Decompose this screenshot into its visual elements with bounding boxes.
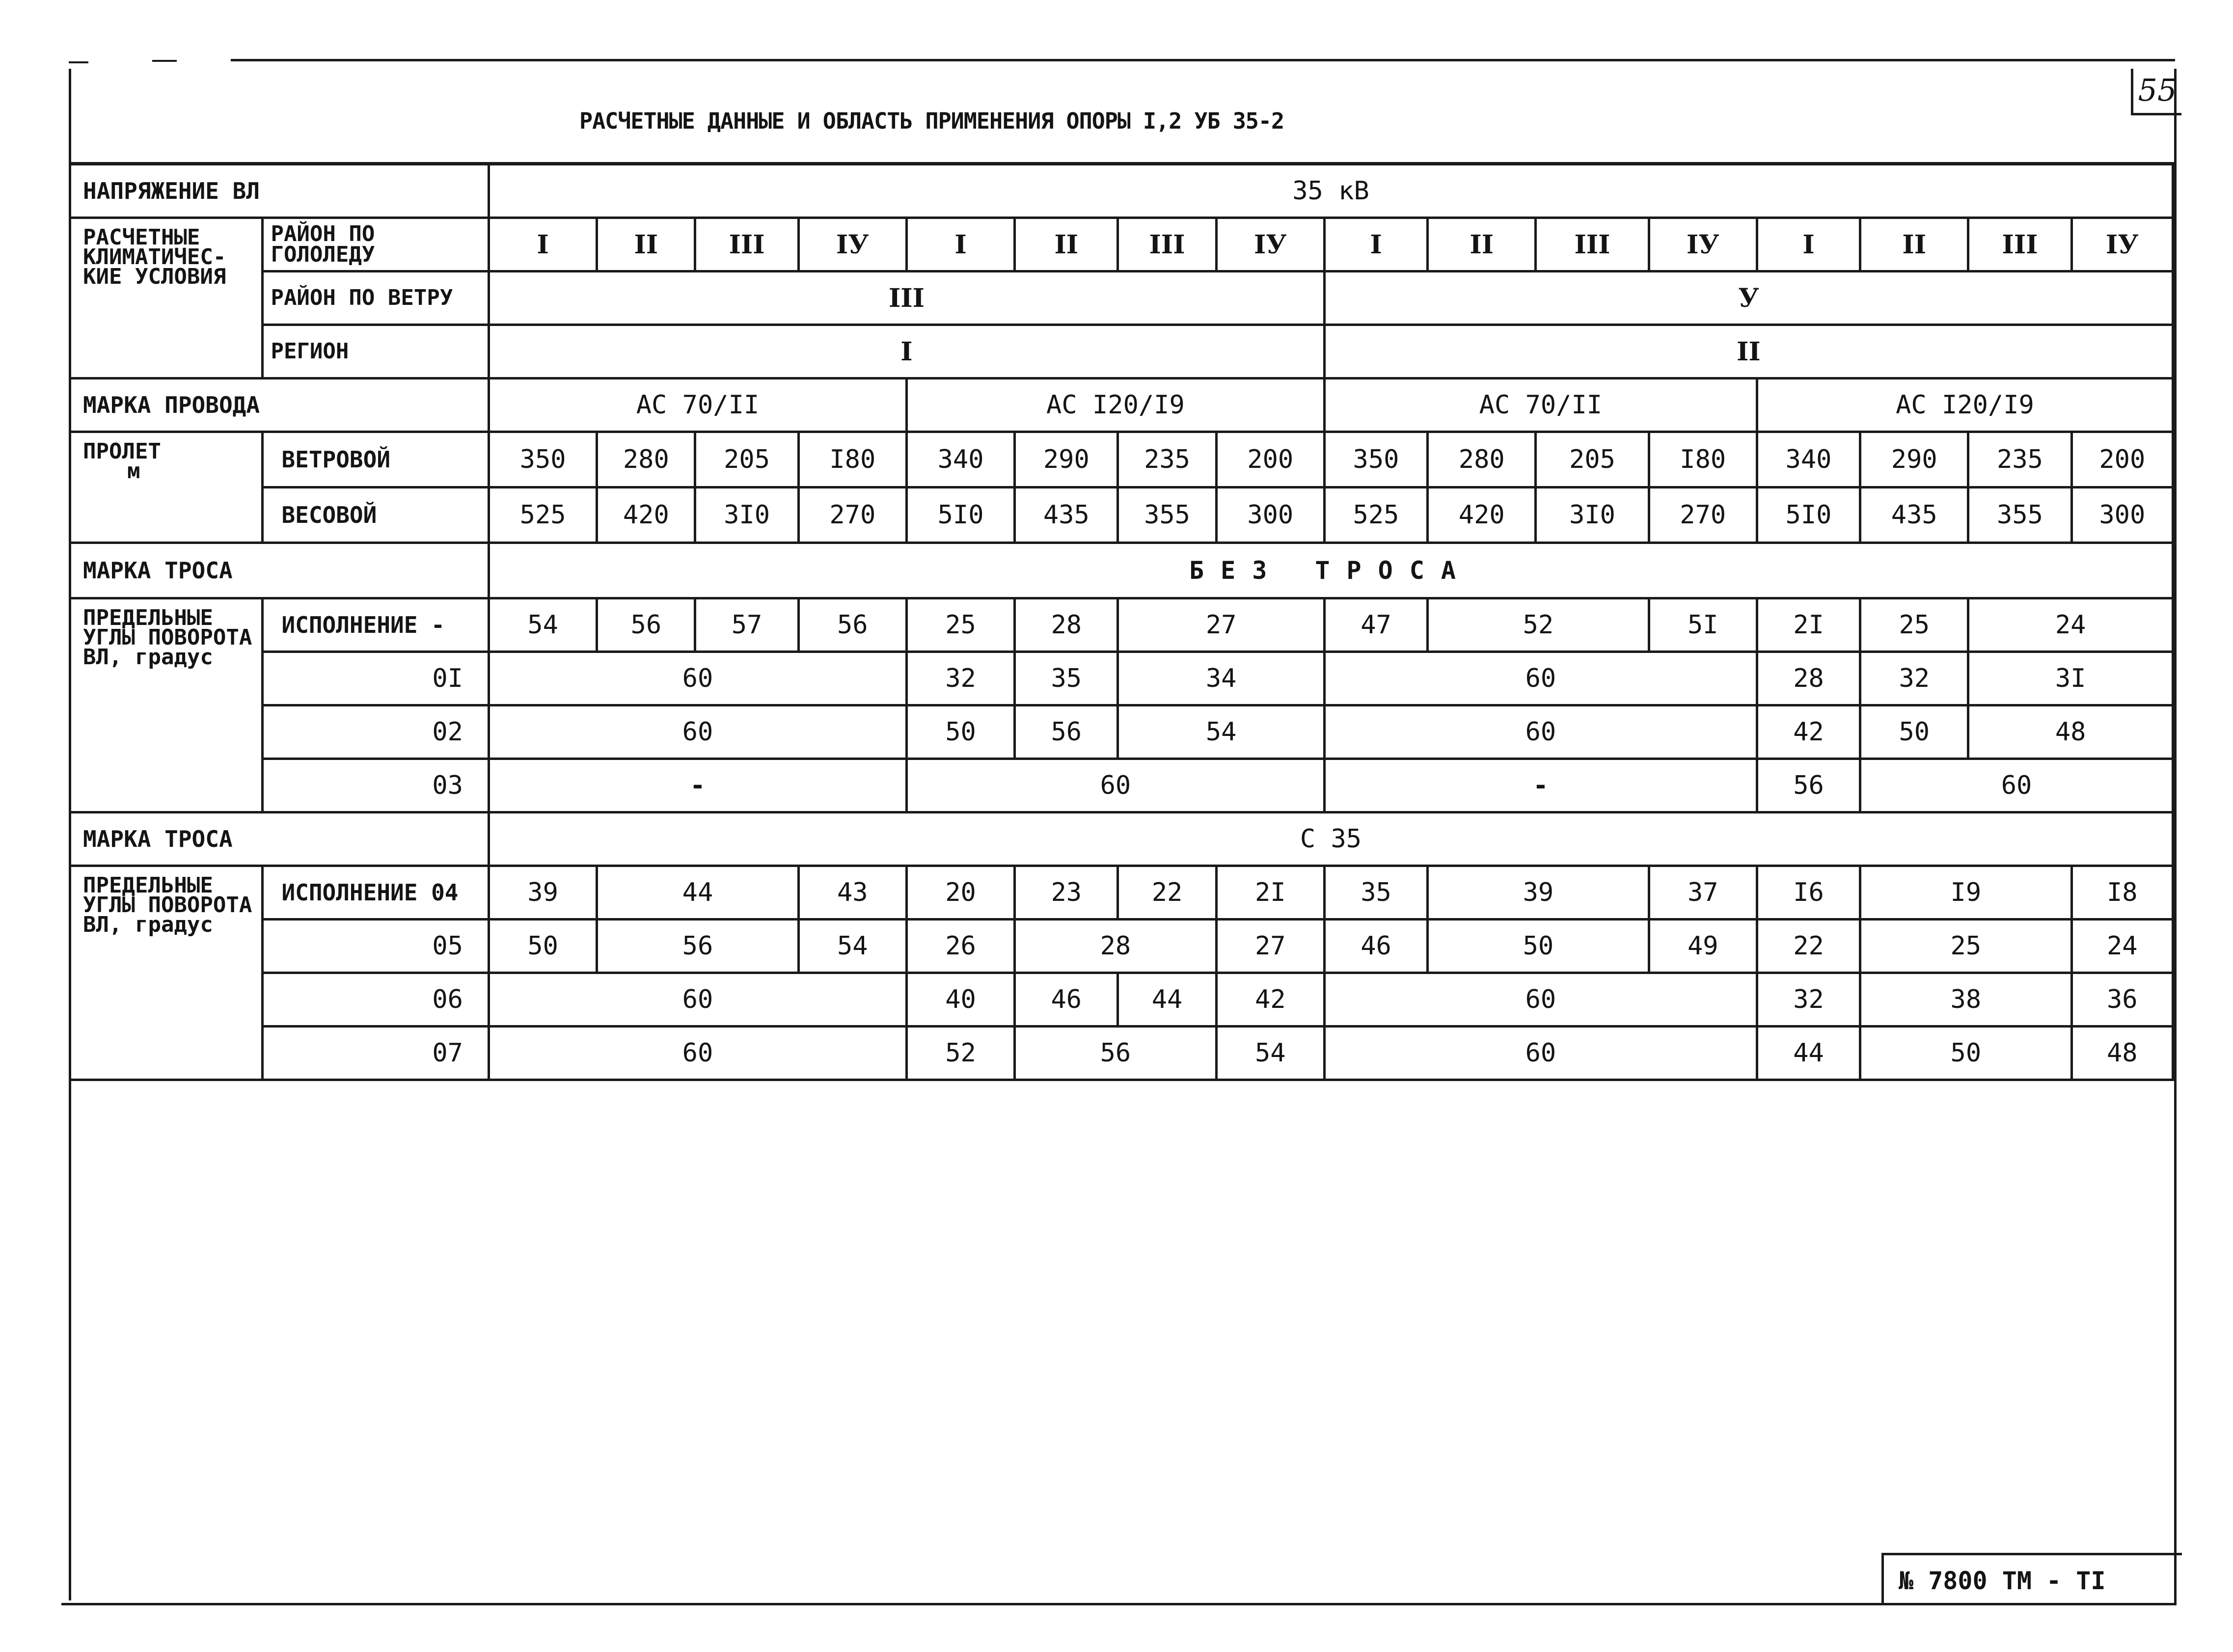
document-stamp: № 7800 ТМ - ТI [1881,1553,2182,1604]
angle-cell: 60 [906,759,1324,812]
angle-cell: 27 [1216,920,1324,973]
angle-cell: 35 [1324,866,1427,920]
ice-region-cell: I [1324,218,1427,271]
voltage-label: НАПРЯЖЕНИЕ ВЛ [70,164,489,218]
angle-cell: 60 [489,705,906,759]
table-row-angles-exec-01 [70,652,2173,705]
wind-span-cell: 340 [906,432,1014,487]
angle-cell: 23 [1015,866,1118,920]
angle-cell: 22 [1757,920,1860,973]
weight-span-cell: 435 [1015,487,1118,543]
angle-cell: 56 [597,920,798,973]
ice-region-cell: III [695,218,798,271]
table-row-angles-exec-02 [70,705,2173,759]
execution-label: 06 [263,973,489,1027]
wind-span-cell: 200 [2071,432,2173,487]
weight-span-cell: 420 [1428,487,1536,543]
wire-brand-cell: АС 70/II [1324,379,1757,432]
wire-brand-cell: АС I20/I9 [1757,379,2173,432]
ice-region-cell: III [1968,218,2071,271]
weight-span-cell: 3I0 [695,487,798,543]
ice-region-cell: I [1757,218,1860,271]
ice-region-cell: IУ [1649,218,1757,271]
angle-cell: 43 [798,866,906,920]
table-row-ice-region [70,218,2173,271]
angle-cell: 50 [1428,920,1649,973]
angle-cell: 38 [1860,973,2071,1027]
weight-span-cell: 435 [1860,487,1968,543]
region-cell: I [489,325,1324,379]
frame-top-line [231,59,2175,61]
angle-cell: 39 [489,866,597,920]
execution-label: 03 [263,759,489,812]
angle-cell: 60 [1324,705,1757,759]
angle-cell: 28 [1757,652,1860,705]
wind-region-label: РАЙОН ПО ВЕТРУ [263,271,489,325]
angle-cell: 25 [1860,598,1968,652]
span-label [70,432,263,543]
wind-span-cell: 200 [1216,432,1324,487]
weight-span-cell: 270 [798,487,906,543]
weight-span-cell: 3I0 [1536,487,1649,543]
table-row-weight-span [70,487,2173,543]
angle-cell: 46 [1015,973,1118,1027]
angle-cell: 27 [1118,598,1324,652]
table-row-angles-exec-05 [70,920,2173,973]
angle-cell: 54 [1216,1027,1324,1080]
frame-bottom-line [61,1603,2175,1605]
angle-cell: 49 [1649,920,1757,973]
weight-span-cell: 270 [1649,487,1757,543]
wind-span-cell: 340 [1757,432,1860,487]
angle-cell: 60 [489,652,906,705]
ice-region-cell: IУ [1216,218,1324,271]
angle-cell: 2I [1216,866,1324,920]
angle-cell: 50 [1860,1027,2071,1080]
angle-cell: 25 [906,598,1014,652]
ice-region-cell: II [1428,218,1536,271]
ice-region-cell: IУ [2071,218,2173,271]
angle-cell: 50 [906,705,1014,759]
angle-cell: 60 [489,973,906,1027]
angle-cell: 48 [2071,1027,2173,1080]
weight-span-cell: 420 [597,487,695,543]
table-row-angles-exec-06 [70,973,2173,1027]
angle-cell: 52 [1428,598,1649,652]
angle-cell: 56 [1757,759,1860,812]
angle-cell: 24 [2071,920,2173,973]
angle-cell: 57 [695,598,798,652]
angle-cell: 3I [1968,652,2173,705]
wind-span-cell: 235 [1968,432,2071,487]
specification-table [69,163,2174,1081]
wire-brand-label: МАРКА ПРОВОДА [70,379,489,432]
ice-region-cell: I [906,218,1014,271]
angle-cell: 60 [1324,652,1757,705]
angle-cell: 60 [1324,973,1757,1027]
angle-cell: 60 [1324,1027,1757,1080]
wind-span-cell: 205 [1536,432,1649,487]
angle-cell: 56 [597,598,695,652]
wind-span-cell: 290 [1860,432,1968,487]
execution-label: 0I [263,652,489,705]
wind-span-cell: 205 [695,432,798,487]
angle-cell: 32 [906,652,1014,705]
frame-top-left-mark [69,61,88,63]
angle-cell: I9 [1860,866,2071,920]
angle-cell: I6 [1757,866,1860,920]
angle-cell: 52 [906,1027,1014,1080]
table-row-wire-brand [70,379,2173,432]
angles-label: ПРЕДЕЛЬНЫЕ УГЛЫ ПОВОРОТА ВЛ, градус [70,598,263,812]
weight-span-cell: 525 [489,487,597,543]
execution-04-label: ИСПОЛНЕНИЕ 04 [263,866,489,920]
wind-span-cell: 280 [1428,432,1536,487]
ice-region-cell: III [1536,218,1649,271]
angle-cell: 56 [1015,1027,1216,1080]
table-row-angles-exec-07 [70,1027,2173,1080]
angle-cell: 50 [489,920,597,973]
weight-span-cell: 300 [1216,487,1324,543]
angle-cell: 54 [798,920,906,973]
cable-brand-label: МАРКА ТРОСА [70,812,489,866]
table-row-angles-exec-04 [70,866,2173,920]
ice-region-cell: III [1118,218,1216,271]
ice-region-cell: II [1015,218,1118,271]
angle-cell: I8 [2071,866,2173,920]
angle-cell: 42 [1216,973,1324,1027]
angle-cell: 56 [1015,705,1118,759]
angles-label: ПРЕДЕЛЬНЫЕ УГЛЫ ПОВОРОТА ВЛ, градус [70,866,263,1080]
weight-span-label: ВЕСОВОЙ [263,487,489,543]
execution-label: 05 [263,920,489,973]
table-row-angles-exec-03 [70,759,2173,812]
angle-cell: 44 [597,866,798,920]
weight-span-cell: 525 [1324,487,1427,543]
page-title: РАСЧЕТНЫЕ ДАННЫЕ И ОБЛАСТЬ ПРИМЕНЕНИЯ ОПОРЫ I,2 УБ 35-2 [579,108,1284,134]
weight-span-cell: 355 [1118,487,1216,543]
angle-cell: 50 [1860,705,1968,759]
wire-brand-cell: АС 70/II [489,379,906,432]
ice-region-label: РАЙОН ПО ГОЛОЛЕДУ [263,218,489,271]
execution-label: 07 [263,1027,489,1080]
table-row-wind-span [70,432,2173,487]
weight-span-cell: 355 [1968,487,2071,543]
table-row-wind-region [70,271,2173,325]
wind-span-cell: 235 [1118,432,1216,487]
wind-span-cell: I80 [1649,432,1757,487]
angle-cell: 32 [1757,973,1860,1027]
angle-cell: 48 [1968,705,2173,759]
wind-region-cell: III [489,271,1324,325]
wind-region-cell: У [1324,271,2173,325]
ice-region-cell: II [597,218,695,271]
wind-span-cell: 350 [1324,432,1427,487]
angle-cell: 20 [906,866,1014,920]
region-label: РЕГИОН [263,325,489,379]
angle-cell: 25 [1860,920,2071,973]
angle-cell: 39 [1428,866,1649,920]
frame-right-line [2174,69,2177,1605]
cable-brand-label: МАРКА ТРОСА [70,543,489,598]
angle-cell: 54 [489,598,597,652]
angle-cell: 24 [1968,598,2173,652]
angle-cell: 5I [1649,598,1757,652]
table-row-voltage [70,164,2173,218]
voltage-value: 35 кВ [489,164,2173,218]
region-cell: II [1324,325,2173,379]
wire-brand-cell: АС I20/I9 [906,379,1324,432]
execution-dash-label: ИСПОЛНЕНИЕ - [263,598,489,652]
weight-span-cell: 5I0 [1757,487,1860,543]
angle-cell: 36 [2071,973,2173,1027]
span-unit: м [127,459,140,484]
span-label-text: ПРОЛЕТ [83,439,161,464]
angle-cell: 44 [1757,1027,1860,1080]
weight-span-cell: 5I0 [906,487,1014,543]
frame-top-left-mark [152,60,177,62]
angle-cell: 44 [1118,973,1216,1027]
angle-cell: 60 [489,1027,906,1080]
climate-label: РАСЧЕТНЫЕ КЛИМАТИЧЕС-КИЕ УСЛОВИЯ [70,218,263,379]
table-row-angles-exec-dash [70,598,2173,652]
wind-span-label: ВЕТРОВОЙ [263,432,489,487]
table-row-region [70,325,2173,379]
angle-cell: 32 [1860,652,1968,705]
angle-cell: 28 [1015,598,1118,652]
angle-cell: 56 [798,598,906,652]
wind-span-cell: 280 [597,432,695,487]
cable-c35-value: С 35 [489,812,2173,866]
no-cable-value: БЕЗ ТРОСА [489,543,2173,598]
table-row-cable-none [70,543,2173,598]
angle-cell: 46 [1324,920,1427,973]
table-row-cable-c35 [70,812,2173,866]
ice-region-cell: II [1860,218,1968,271]
wind-span-cell: I80 [798,432,906,487]
weight-span-cell: 300 [2071,487,2173,543]
angle-cell: - [489,759,906,812]
angle-cell: 42 [1757,705,1860,759]
ice-region-cell: I [489,218,597,271]
angle-cell: 54 [1118,705,1324,759]
angle-cell: 34 [1118,652,1324,705]
page-number: 55 [2131,69,2181,115]
angle-cell: - [1324,759,1757,812]
angle-cell: 40 [906,973,1014,1027]
angle-cell: 22 [1118,866,1216,920]
angle-cell: 28 [1015,920,1216,973]
execution-label: 02 [263,705,489,759]
angle-cell: 37 [1649,866,1757,920]
wind-span-cell: 350 [489,432,597,487]
angle-cell: 2I [1757,598,1860,652]
ice-region-cell: IУ [798,218,906,271]
wind-span-cell: 290 [1015,432,1118,487]
angle-cell: 60 [1860,759,2173,812]
angle-cell: 35 [1015,652,1118,705]
angle-cell: 47 [1324,598,1427,652]
angle-cell: 26 [906,920,1014,973]
